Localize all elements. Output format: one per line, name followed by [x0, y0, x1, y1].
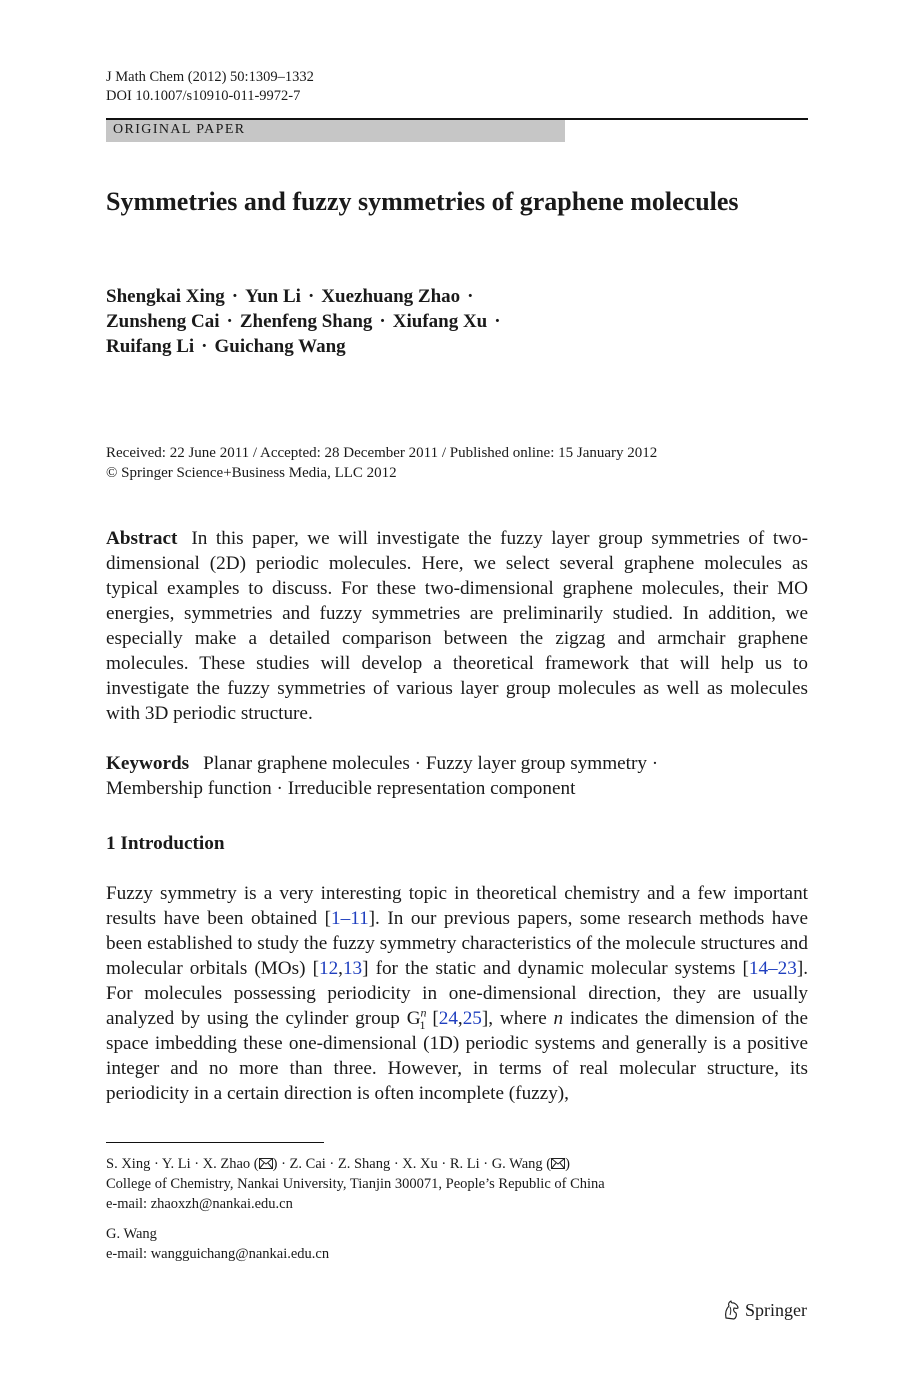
- abstract-label: Abstract: [106, 528, 178, 549]
- group-letter: G: [406, 1008, 421, 1029]
- keywords-label: Keywords: [106, 753, 190, 774]
- intro-text: [: [425, 1008, 439, 1029]
- author[interactable]: Zunsheng Cai: [106, 311, 220, 332]
- email[interactable]: e-mail: zhaoxzh@nankai.edu.cn: [106, 1196, 293, 1212]
- intro-paragraph: [106, 881, 808, 1106]
- envelope-icon: [551, 1158, 565, 1169]
- author-separator: ·: [226, 311, 233, 332]
- citation-link[interactable]: 25: [462, 1008, 482, 1029]
- author-list: [106, 284, 746, 359]
- footnote-text: ) · Z. Cai · Z. Shang · X. Xu · R. Li · G. Wang (: [272, 1156, 552, 1172]
- citation-link[interactable]: 13: [342, 958, 363, 979]
- footnote-text: S. Xing · Y. Li · X. Zhao (: [106, 1156, 259, 1172]
- citation-link[interactable]: 1–11: [331, 908, 369, 929]
- doi[interactable]: DOI 10.1007/s10910-011-9972-7: [106, 88, 301, 104]
- footnote: [106, 1154, 808, 1264]
- citation-link[interactable]: 12: [318, 958, 339, 979]
- journal-citation: J Math Chem (2012) 50:1309–1332: [106, 69, 314, 85]
- author-separator: ·: [494, 311, 501, 332]
- intro-text: ], where: [481, 1008, 554, 1029]
- intro-text: indicates the dimension of the space imbedding these one-dimensional (1D) periodic systems and generally is a positive integer and no more than three. However, in terms of real molecular structure, its periodicity in a certain direction is often incomplete (fuzzy),: [106, 1008, 809, 1104]
- author[interactable]: Shengkai Xing: [106, 286, 225, 307]
- affiliation: College of Chemistry, Nankai University, Tianjin 300071, People’s Republic of China: [106, 1176, 605, 1192]
- author[interactable]: Ruifang Li: [106, 336, 195, 357]
- author-line-1: [106, 284, 746, 309]
- citation-link[interactable]: 14–23: [748, 958, 797, 979]
- author[interactable]: Zhenfeng Shang: [239, 311, 373, 332]
- publication-dates: [106, 443, 808, 483]
- intro-text: ]. For molecules possessing periodicity in one-dimensional direction, they are usually analyzed by using the cylinder group: [106, 958, 808, 1029]
- author-separator: ·: [201, 336, 208, 357]
- intro-text: Fuzzy symmetry is a very interesting topic in theoretical chemistry and a few important results have been obtained [: [106, 883, 808, 929]
- author-separator: ·: [379, 311, 386, 332]
- author-separator: ·: [231, 286, 239, 307]
- author-separator: ·: [307, 286, 315, 307]
- article-title: Symmetries and fuzzy symmetries of graphene molecules: [106, 187, 739, 216]
- footnote-authors: [106, 1154, 808, 1174]
- keywords: [106, 751, 808, 801]
- abstract: [106, 526, 808, 726]
- envelope-icon: [259, 1158, 273, 1169]
- citation-link[interactable]: 24: [438, 1008, 458, 1029]
- publisher-logo: [722, 1298, 807, 1322]
- author[interactable]: Xuezhuang Zhao: [321, 286, 461, 307]
- author-separator: ·: [467, 286, 474, 307]
- copyright: © Springer Science+Business Media, LLC 2012: [106, 465, 397, 481]
- cylinder-group-symbol: [406, 1005, 427, 1032]
- journal-header: [106, 68, 314, 106]
- author-line-3: [106, 334, 746, 359]
- intro-text: ]. In our previous papers, some research methods have been established to study the fuzzy symmetry characteristics of the molecule structures and molecular orbitals (MOs) [: [106, 908, 808, 979]
- group-subscript: 1: [419, 1017, 426, 1032]
- history-dates: Received: 22 June 2011 / Accepted: 28 December 2011 / Published online: 15 January 2012: [106, 445, 658, 461]
- author[interactable]: Xiufang Xu: [392, 311, 488, 332]
- author[interactable]: Guichang Wang: [214, 336, 346, 357]
- article-type-label: ORIGINAL PAPER: [113, 122, 246, 137]
- section-heading: 1 Introduction: [106, 833, 225, 854]
- publisher-name: Springer: [745, 1300, 807, 1320]
- corresponding-author: G. Wang: [106, 1226, 157, 1242]
- springer-horse-icon: [722, 1300, 740, 1320]
- keywords-line-1: Planar graphene molecules · Fuzzy layer group symmetry ·: [203, 753, 659, 774]
- group-superscript: n: [420, 1005, 427, 1020]
- intro-text: ,: [338, 958, 343, 979]
- keywords-line-2: Membership function · Irreducible representation component: [106, 778, 576, 799]
- author-line-2: [106, 309, 746, 334]
- author[interactable]: Yun Li: [245, 286, 301, 307]
- article-type-badge: [106, 120, 565, 142]
- intro-text: ,: [457, 1008, 463, 1029]
- email[interactable]: e-mail: wangguichang@nankai.edu.cn: [106, 1246, 330, 1262]
- footnote-rule: [106, 1142, 324, 1143]
- abstract-text: In this paper, we will investigate the fuzzy layer group symmetries of two-dimensional (2D) periodic molecules. Here, we select several graphene molecules as typical examples to discuss. For these two-dimensional graphene molecules, their MO energies, symmetries and fuzzy symmetries are preliminarily studied. In addition, we especially make a detailed comparison between the zigzag and armchair graphene molecules. These studies will develop a theoretical framework that will help us to investigate the fuzzy symmetries of various layer group molecules as well as molecules with 3D periodic structure.: [106, 528, 808, 724]
- footnote-text: ): [565, 1156, 570, 1172]
- variable-n: n: [553, 1008, 564, 1029]
- intro-text: ] for the static and dynamic molecular systems [: [362, 958, 749, 979]
